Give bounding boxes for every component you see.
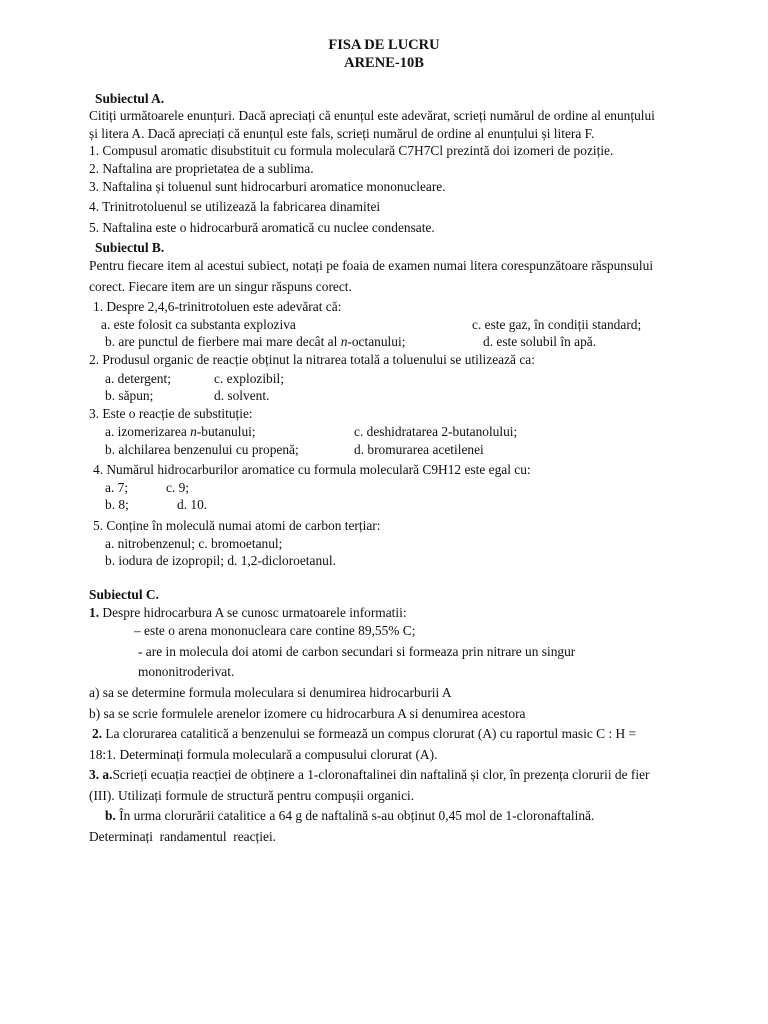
q3-option-d: d. bromurarea acetilenei (354, 442, 484, 457)
q1-option-b-text: b. are punctul de fierbere mai mare decât al (105, 334, 341, 349)
problem-3a-text-cont: (III). Utilizați formule de structură pentru compușii organici. (89, 788, 415, 803)
problem-3b-number: b. (105, 808, 116, 823)
page-title: FISA DE LUCRU (328, 37, 440, 53)
section-c-problem-1 (89, 605, 407, 621)
section-a-intro-line2: și litera A. Dacă apreciați că enunțul este fals, scrieți numărul de ordine al enunțului și litera F. (89, 126, 595, 141)
q5-options-a-c: a. nitrobenzenul; c. bromoetanul; (105, 536, 283, 551)
q1-option-b (105, 334, 405, 350)
section-b-intro-line2: corect. Fiecare item are un singur răspuns corect. (89, 279, 352, 294)
q4-option-a: a. 7; (105, 480, 129, 495)
problem-3a-number: 3. a. (89, 767, 113, 782)
q1-option-d: d. este solubil în apă. (483, 334, 597, 349)
q1-option-c: c. este gaz, în condiții standard; (472, 317, 642, 332)
q4-option-b: b. 8; (105, 497, 129, 512)
q4-option-c: c. 9; (166, 480, 190, 495)
section-a-item-2: 2. Naftalina are proprietatea de a sublima. (89, 161, 314, 176)
q3-option-a-text: a. izomerizarea (105, 424, 191, 439)
section-b-intro-line1: Pentru fiecare item al acestui subiect, notați pe foaia de examen numai litera corespunzătoare răspunsului (89, 258, 654, 273)
problem-3b-text: În urma clorurării catalitice a 64 g de naftalină s-au obținut 0,45 mol de 1-cloronaftalină. (115, 808, 595, 823)
problem-3a-text: Scrieți ecuația reacției de obținere a 1-cloronaftalinei din naftalină și clor, în prezența clorurii de fier (112, 767, 650, 782)
q3-option-c: c. deshidratarea 2-butanolului; (354, 424, 518, 439)
q1-option-b-italic: n (340, 334, 348, 349)
problem-1-info-2: - are in molecula doi atomi de carbon secundari si formeaza prin nitrare un singur (138, 644, 576, 659)
section-c-problem-2 (92, 726, 636, 742)
q2-option-d: d. solvent. (214, 388, 270, 403)
section-a-item-4: 4. Trinitrotoluenul se utilizează la fabricarea dinamitei (89, 199, 381, 214)
section-b-question-3: 3. Este o reacție de substituție: (89, 406, 253, 421)
section-c-problem-3a (89, 767, 650, 783)
section-c-problem-3b (105, 808, 594, 824)
section-a-item-5: 5. Naftalina este o hidrocarbură aromatică cu nuclee condensate. (89, 220, 435, 235)
q2-option-a: a. detergent; (105, 371, 171, 386)
problem-1-part-b: b) sa se scrie formulele arenelor izomere cu hidrocarbura A si denumirea acestora (89, 706, 526, 721)
section-b-question-4: 4. Numărul hidrocarburilor aromatice cu formula moleculară C9H12 este egal cu: (93, 462, 531, 477)
section-a-item-1: 1. Compusul aromatic disubstituit cu formula moleculară C7H7Cl prezintă doi izomeri de poziție. (89, 143, 614, 158)
problem-3b-text-cont: Determinați randamentul reacției. (89, 829, 277, 844)
problem-1-info-2-cont: mononitroderivat. (138, 664, 235, 679)
section-b-question-2: 2. Produsul organic de reacție obținut la nitrarea totală a toluenului se utilizează ca: (89, 352, 535, 367)
section-b-question-5: 5. Conține în moleculă numai atomi de carbon terțiar: (93, 518, 381, 533)
section-c-heading: Subiectul C. (89, 587, 159, 602)
q3-option-a (105, 424, 256, 440)
problem-2-number: 2. (92, 726, 103, 741)
problem-1-part-a: a) sa se determine formula moleculara si denumirea hidrocarburii A (89, 685, 452, 700)
q1-option-b-text-end: -octanului; (347, 334, 406, 349)
q5-options-b-d: b. iodura de izopropil; d. 1,2-dicloroetanul. (105, 553, 336, 568)
problem-1-info-1: – este o arena mononucleara care contine 89,55% C; (134, 623, 416, 638)
section-b-heading: Subiectul B. (95, 240, 165, 255)
q2-option-c: c. explozibil; (214, 371, 284, 386)
section-a-heading: Subiectul A. (95, 91, 165, 106)
q1-option-a: a. este folosit ca substanta exploziva (101, 317, 296, 332)
problem-1-number: 1. (89, 605, 100, 620)
section-a-intro-line1: Citiți următoarele enunțuri. Dacă apreciați că enunțul este adevărat, scrieți numărul de ordine al enunțului (89, 108, 655, 123)
q3-option-a-text-end: -butanului; (196, 424, 256, 439)
problem-1-text: Despre hidrocarbura A se cunosc urmatoarele informatii: (99, 605, 407, 620)
q4-option-d: d. 10. (177, 497, 208, 512)
page-subtitle: ARENE-10B (344, 55, 424, 71)
section-b-question-1: 1. Despre 2,4,6-trinitrotoluen este adevărat că: (93, 299, 342, 314)
section-a-item-3: 3. Naftalina și toluenul sunt hidrocarburi aromatice mononucleare. (89, 179, 446, 194)
q2-option-b: b. săpun; (105, 388, 154, 403)
q3-option-b: b. alchilarea benzenului cu propenă; (105, 442, 299, 457)
q3-option-a-italic: n (190, 424, 197, 439)
problem-2-text-cont: 18:1. Determinați formula moleculară a compusului clorurat (A). (89, 747, 438, 762)
problem-2-text: La clorurarea catalitică a benzenului se formează un compus clorurat (A) cu raportul masic C : H = (102, 726, 637, 741)
